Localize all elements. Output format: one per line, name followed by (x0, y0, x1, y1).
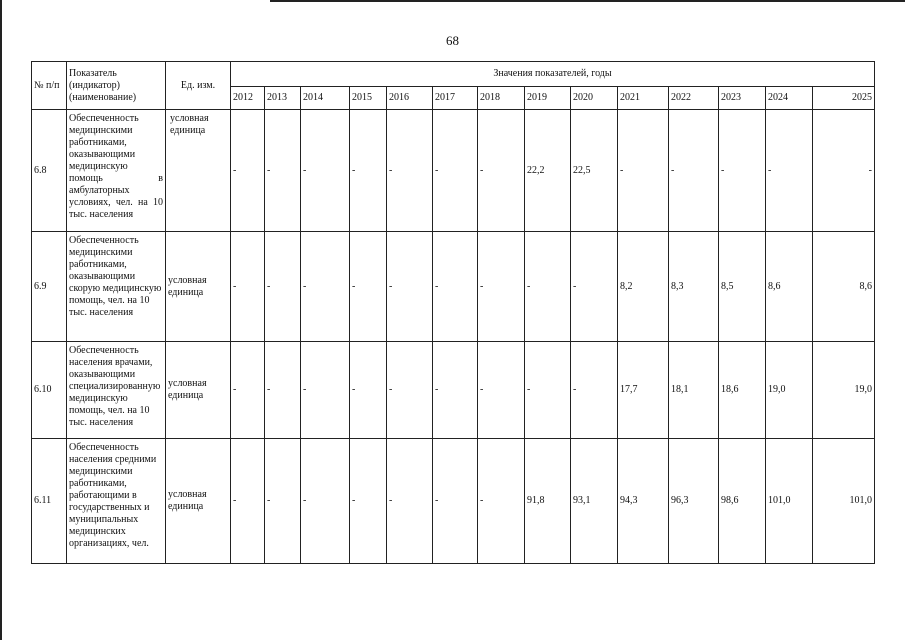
value-cell: 98,6 (719, 439, 766, 564)
value-cell: 8,5 (719, 232, 766, 342)
value-cell: 8,2 (618, 232, 669, 342)
value-cell: 8,6 (813, 232, 875, 342)
value-cell: 94,3 (618, 439, 669, 564)
value-cell: - (766, 110, 813, 232)
value-cell: 18,1 (669, 342, 719, 439)
header-year: 2013 (265, 87, 301, 110)
value-cell: - (478, 110, 525, 232)
value-cell: - (231, 439, 265, 564)
unit-of-measure: условная единица (166, 439, 231, 564)
indicator-name: Обеспеченность населения средними медицинскими работниками, работающими в государственных и муниципальных медицинских организациях, чел. (67, 439, 166, 564)
value-cell: - (265, 439, 301, 564)
value-cell: - (301, 439, 350, 564)
header-unit: Ед. изм. (166, 62, 231, 110)
value-cell: - (350, 232, 387, 342)
value-cell: 101,0 (766, 439, 813, 564)
value-cell: - (525, 342, 571, 439)
value-cell: - (387, 232, 433, 342)
value-cell: 8,3 (669, 232, 719, 342)
value-cell: 93,1 (571, 439, 618, 564)
value-cell: 96,3 (669, 439, 719, 564)
value-cell: - (387, 110, 433, 232)
value-cell: - (231, 110, 265, 232)
value-cell: - (265, 232, 301, 342)
value-cell: - (387, 439, 433, 564)
value-cell: 101,0 (813, 439, 875, 564)
value-cell: - (301, 110, 350, 232)
value-cell: - (478, 439, 525, 564)
value-cell: - (301, 342, 350, 439)
indicators-table (31, 61, 875, 564)
value-cell: 8,6 (766, 232, 813, 342)
unit-of-measure: условная единица (166, 232, 231, 342)
header-year: 2020 (571, 87, 618, 110)
table-row (32, 110, 875, 232)
value-cell: - (433, 342, 478, 439)
value-cell: - (478, 342, 525, 439)
indicator-name: Обеспеченность медицинскими работниками, оказывающими скорую медицинскую помощь, чел. на 10 тыс. населения (67, 232, 166, 342)
indicator-name: Обеспеченность населения врачами, оказывающими специализированную медицинскую помощь, чел. на 10 тыс. населения (67, 342, 166, 439)
value-cell: - (618, 110, 669, 232)
scan-edge-left (0, 0, 2, 640)
table-row (32, 232, 875, 342)
value-cell: - (433, 110, 478, 232)
header-year: 2019 (525, 87, 571, 110)
header-year: 2012 (231, 87, 265, 110)
row-number: 6.10 (32, 342, 67, 439)
page-number: 68 (446, 33, 459, 48)
value-cell: - (350, 110, 387, 232)
value-cell: - (387, 342, 433, 439)
value-cell: 17,7 (618, 342, 669, 439)
value-cell: 22,5 (571, 110, 618, 232)
value-cell: - (719, 110, 766, 232)
header-year: 2015 (350, 87, 387, 110)
header-year: 2017 (433, 87, 478, 110)
value-cell: 22,2 (525, 110, 571, 232)
header-year: 2022 (669, 87, 719, 110)
scan-edge-top (270, 0, 905, 2)
value-cell: - (433, 232, 478, 342)
header-year: 2021 (618, 87, 669, 110)
value-cell: 19,0 (813, 342, 875, 439)
table-row (32, 439, 875, 564)
value-cell: - (265, 342, 301, 439)
header-values-group: Значения показателей, годы (231, 62, 875, 87)
value-cell: - (231, 232, 265, 342)
value-cell: - (433, 439, 478, 564)
header-num: № п/п (32, 62, 67, 110)
unit-of-measure: условная единица (166, 342, 231, 439)
value-cell: - (478, 232, 525, 342)
value-cell: - (571, 232, 618, 342)
value-cell: - (571, 342, 618, 439)
header-year: 2023 (719, 87, 766, 110)
value-cell: - (301, 232, 350, 342)
table-row (32, 342, 875, 439)
row-number: 6.8 (32, 110, 67, 232)
header-year: 2016 (387, 87, 433, 110)
value-cell: - (350, 439, 387, 564)
header-year: 2025 (813, 87, 875, 110)
value-cell: - (525, 232, 571, 342)
value-cell: - (669, 110, 719, 232)
value-cell: - (265, 110, 301, 232)
unit-of-measure: условная единица (166, 110, 231, 232)
value-cell: 18,6 (719, 342, 766, 439)
value-cell: - (350, 342, 387, 439)
header-indicator: Показатель (индикатор) (наименование) (67, 62, 166, 110)
value-cell: 19,0 (766, 342, 813, 439)
indicator-name: Обеспеченность медицинскими работниками, оказывающими медицинскую помощь в амбулаторных условиях, чел. на 10 тыс. населения (67, 110, 166, 232)
row-number: 6.11 (32, 439, 67, 564)
value-cell: - (231, 342, 265, 439)
value-cell: - (813, 110, 875, 232)
header-year: 2024 (766, 87, 813, 110)
header-year: 2014 (301, 87, 350, 110)
header-year: 2018 (478, 87, 525, 110)
value-cell: 91,8 (525, 439, 571, 564)
row-number: 6.9 (32, 232, 67, 342)
